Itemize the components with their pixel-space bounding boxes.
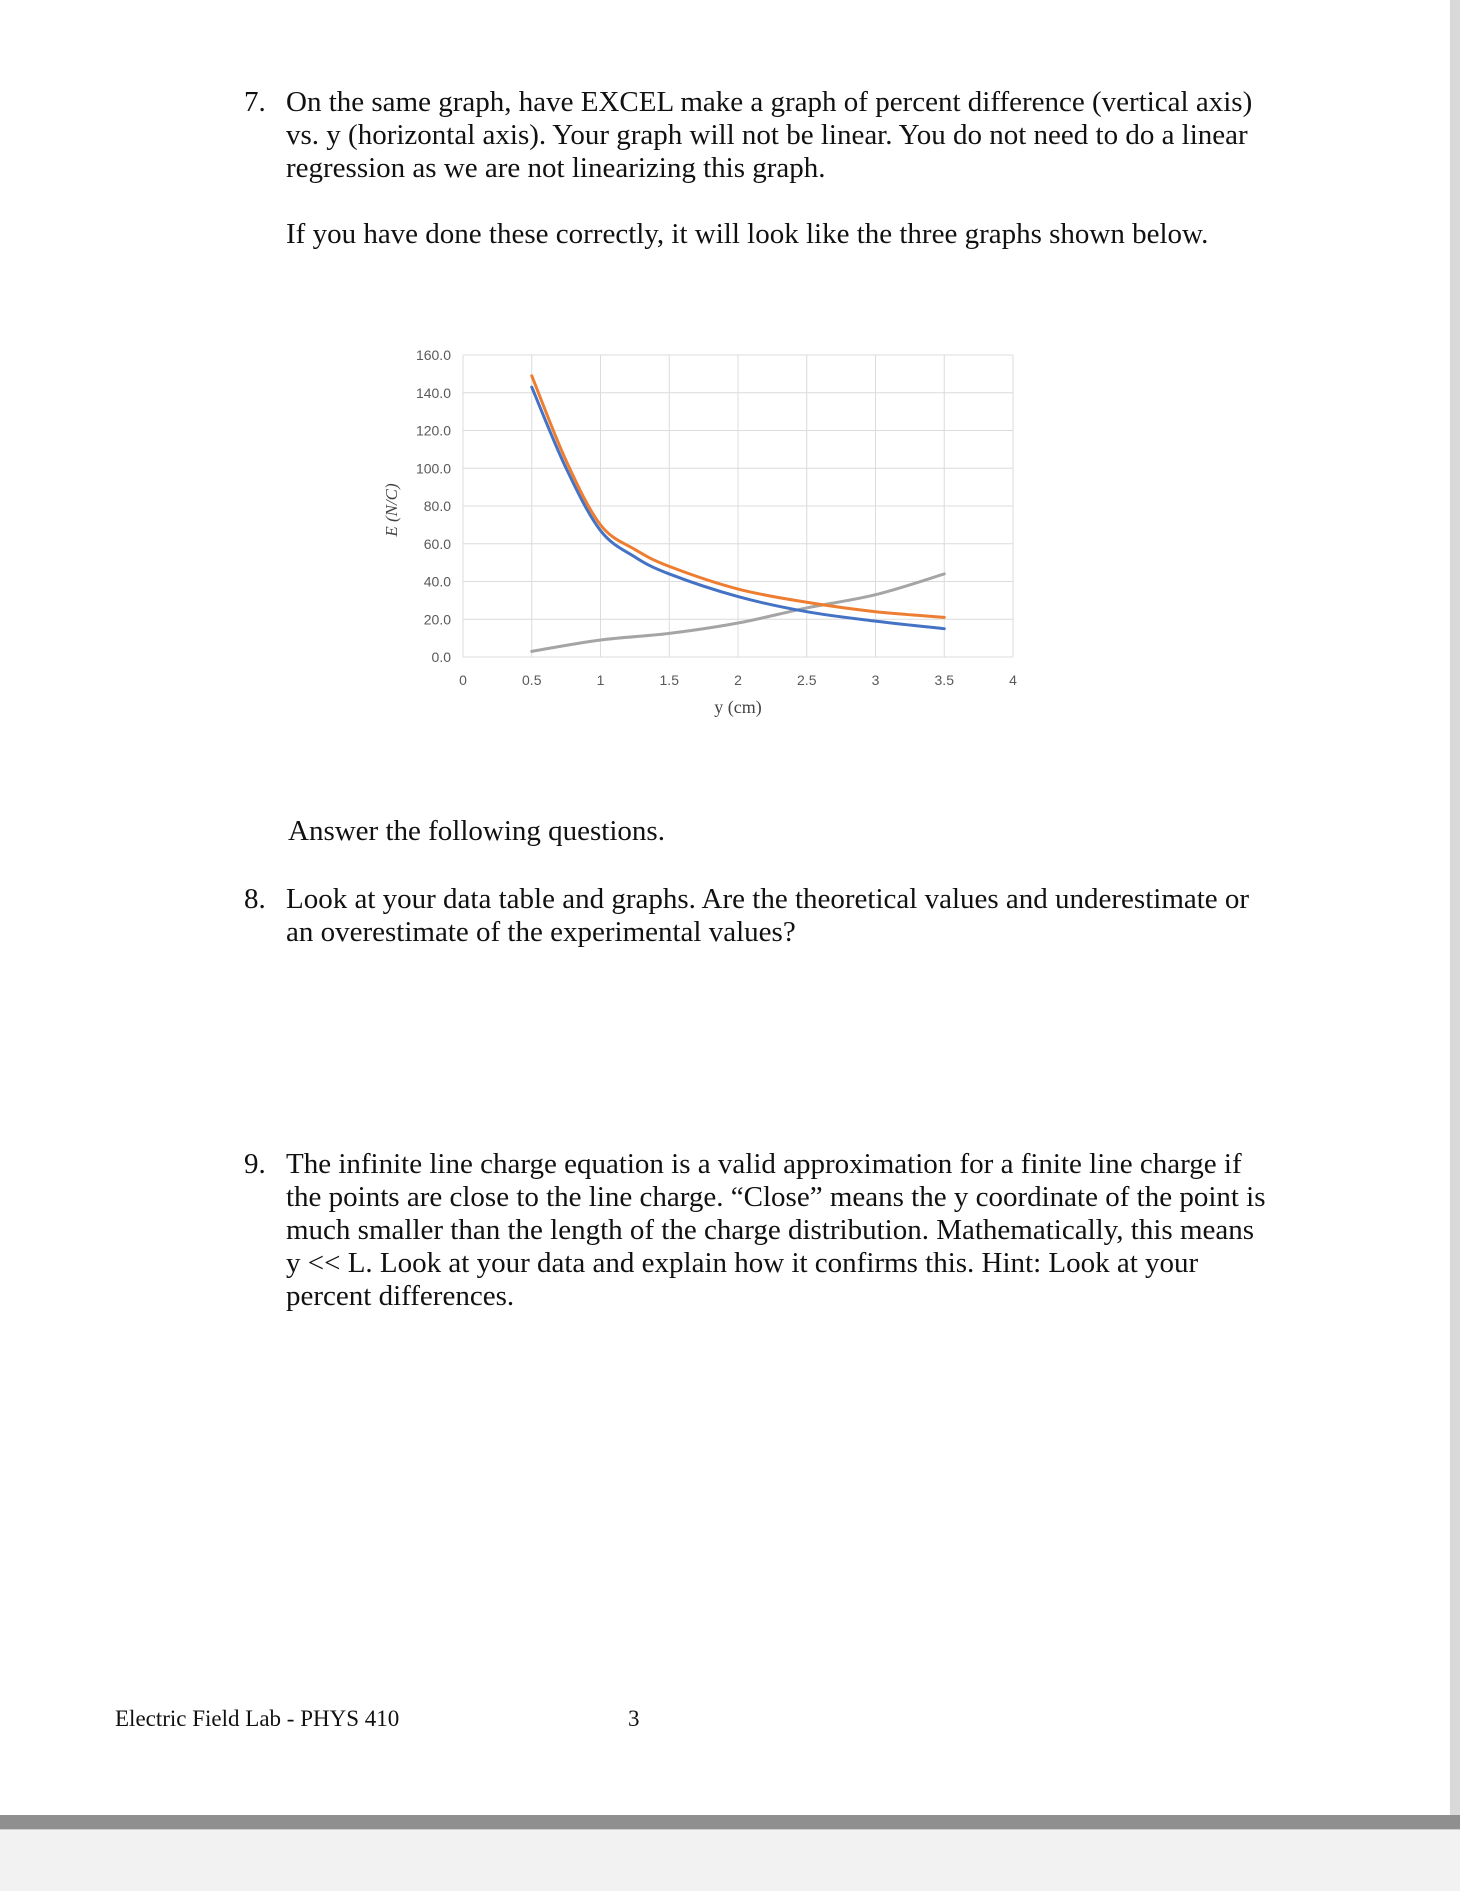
answer-prompt: Answer the following questions.	[288, 815, 665, 847]
question-7-line: vs. y (horizontal axis). Your graph will not be linear. You do not need to do a linear	[286, 119, 1248, 151]
question-9-line: the points are close to the line charge. “Close” means the y coordinate of the point is	[286, 1181, 1266, 1213]
x-tick-label: 1	[596, 672, 605, 688]
y-tick-label: 0.0	[431, 649, 451, 665]
y-tick-label: 160.0	[415, 347, 451, 363]
x-tick-label: 3	[871, 672, 880, 688]
x-tick-label: 2.5	[797, 672, 817, 688]
electric-field-chart	[360, 330, 1060, 730]
question-7-number: 7.	[244, 86, 266, 118]
y-tick-label: 20.0	[423, 611, 451, 628]
y-tick-label: 140.0	[415, 384, 451, 401]
graph-note: If you have done these correctly, it will look like the three graphs shown below.	[286, 218, 1209, 250]
x-tick-label: 4	[1009, 672, 1017, 688]
y-tick-label: 120.0	[415, 422, 451, 439]
y-tick-label: 100.0	[415, 460, 451, 477]
question-9-line: y << L. Look at your data and explain how it confirms this. Hint: Look at your	[286, 1247, 1199, 1279]
y-tick-label: 80.0	[423, 498, 451, 514]
y-tick-label: 60.0	[423, 535, 451, 552]
x-tick-label: 2	[734, 672, 742, 688]
window-bottom-area	[0, 1829, 1460, 1891]
x-axis-label: y (cm)	[714, 697, 762, 717]
question-8-line: an overestimate of the experimental values?	[286, 916, 796, 948]
x-tick-label: 1.5	[659, 672, 679, 688]
x-tick-labels	[459, 672, 1017, 688]
question-7-line: regression as we are not linearizing this graph.	[286, 152, 826, 184]
question-9	[244, 1148, 1284, 1318]
question-8-line: Look at your data table and graphs. Are the theoretical values and underestimate or	[286, 883, 1250, 915]
chart-gridlines	[463, 355, 1013, 657]
question-9-line: much smaller than the length of the charge distribution. Mathematically, this means	[286, 1214, 1255, 1246]
y-tick-labels	[416, 347, 451, 665]
page-right-edge	[1450, 0, 1460, 1830]
x-tick-label: 3.5	[934, 672, 954, 688]
page-number: 3	[628, 1706, 640, 1731]
footer-title: Electric Field Lab - PHYS 410	[115, 1706, 400, 1731]
question-9-line: percent differences.	[286, 1280, 515, 1312]
question-8-number: 8.	[244, 883, 266, 915]
x-tick-label: 0	[459, 672, 467, 688]
window-bottom-bar	[0, 1815, 1460, 1829]
question-9-line: The infinite line charge equation is a valid approximation for a finite line charge if	[286, 1148, 1242, 1180]
question-7-line: On the same graph, have EXCEL make a graph of percent difference (vertical axis)	[286, 86, 1253, 118]
question-7	[244, 86, 1284, 196]
question-8	[244, 883, 1284, 953]
y-axis-label: E (N/C)	[382, 483, 401, 537]
y-tick-label: 40.0	[423, 573, 451, 590]
question-9-number: 9.	[244, 1148, 266, 1180]
x-tick-label: 0.5	[522, 672, 542, 688]
